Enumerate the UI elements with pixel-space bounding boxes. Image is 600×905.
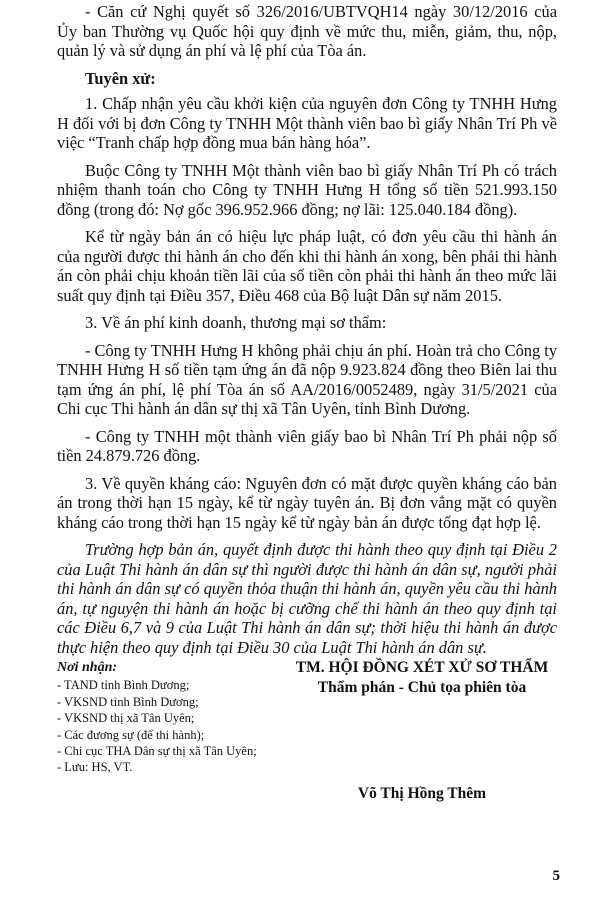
verdict-heading: Tuyên xử:	[85, 68, 156, 88]
recipients-title: Nơi nhận:	[57, 660, 118, 675]
judge-role: Thẩm phán - Chủ tọa phiên tòa	[317, 679, 527, 696]
verdict-item-1: 1. Chấp nhận yêu cầu khởi kiện của nguyên đơn Công ty TNHH Hưng H đối với bị đơn Công ty TNHH Một thành viên bao bì giấy Nhân Trí Ph về việc “Tranh chấp hợp đồng mua bán hàng hóa”.	[57, 94, 557, 152]
recipient-item: - VKSND thị xã Tân Uyên;	[57, 711, 195, 726]
defendant-fee-paragraph: - Công ty TNHH một thành viên giấy bao bì Nhân Trí Ph phải nộp số tiền 24.879.726 đồng.	[57, 426, 557, 465]
judge-name: Võ Thị Hồng Thêm	[357, 785, 487, 802]
interest-paragraph: Kể từ ngày bản án có hiệu lực pháp luật, có đơn yêu cầu thi hành án của người được thi hành án cho đến khi thi hành án xong, bên phải thi hành án còn phải chịu khoản tiền lãi của số tiền còn phải thi hành án theo mức lãi suất quy định tại Điều 357, Điều 468 của Bộ luật Dân sự năm 2015.	[57, 227, 557, 305]
page-number: 5	[552, 868, 560, 884]
recipients-list	[57, 677, 297, 775]
payment-obligation-paragraph: Buộc Công ty TNHH Một thành viên bao bì giấy Nhân Trí Ph có trách nhiệm thanh toán cho Công ty TNHH Hưng H tổng số tiền 521.993.150 đồng (trong đó: Nợ gốc 396.952.966 đồng; nợ lãi: 125.040.184 đồng).	[57, 160, 557, 219]
recipients-block	[57, 660, 297, 776]
council-title: TM. HỘI ĐỒNG XÉT XỬ SƠ THẨM	[295, 659, 549, 676]
recipient-item: - Chi cục THA Dân sự thị xã Tân Uyên;	[57, 744, 257, 759]
enforcement-note: Trường hợp bản án, quyết định được thi hành theo quy định tại Điều 2 của Luật Thi hành án dân sự thì người được thi hành án dân sự, người phải thi hành án dân sự có quyền thỏa thuận thi hành án, quyền yêu cầu thi hành án, tự nguyện thi hành án hoặc bị cưỡng chế thi hành án theo quy định tại các Điều 6,7 và 9 của Luật Thi hành án dân sự; thời hiệu thi hành án được thực hiện theo quy định tại Điều 30 của Luật Thi hành án dân sự.	[57, 540, 557, 657]
signature-block	[272, 658, 572, 698]
judgment-body	[57, 2, 557, 665]
recipient-item: - TAND tỉnh Bình Dương;	[57, 678, 190, 693]
appeal-rights-paragraph: 3. Về quyền kháng cáo: Nguyên đơn có mặt được quyền kháng cáo bản án trong thời hạn 15 ngày, kể từ ngày tuyên án. Bị đơn vắng mặt có quyền kháng cáo trong thời hạn 15 ngày kể từ ngày bản án được tống đạt hợp lệ.	[57, 473, 557, 532]
plaintiff-fee-paragraph: - Công ty TNHH Hưng H không phải chịu án phí. Hoàn trả cho Công ty TNHH Hưng H số tiền tạm ứng án đã nộp 9.923.824 đồng theo Biên lai thu tạm ứng án phí, lệ phí Tòa án số AA/2016/0052489, ngày 31/5/2021 của Chi cục Thi hành án dân sự thị xã Tân Uyên, tỉnh Bình Dương.	[57, 340, 558, 418]
court-fee-heading: 3. Về án phí kinh doanh, thương mại sơ thẩm:	[85, 313, 387, 332]
recipient-item: - VKSND tỉnh Bình Dương;	[57, 694, 199, 709]
legal-basis-paragraph: - Căn cứ Nghị quyết số 326/2016/UBTVQH14 ngày 30/12/2016 của Ủy ban Thường vụ Quốc hội quy định về mức thu, miễn, giảm, thu, nộp, quản lý và sử dụng án phí và lệ phí của Tòa án.	[57, 2, 557, 60]
recipient-item: - Lưu: HS, VT.	[57, 760, 133, 775]
recipient-item: - Các đương sự (để thi hành);	[57, 727, 205, 742]
